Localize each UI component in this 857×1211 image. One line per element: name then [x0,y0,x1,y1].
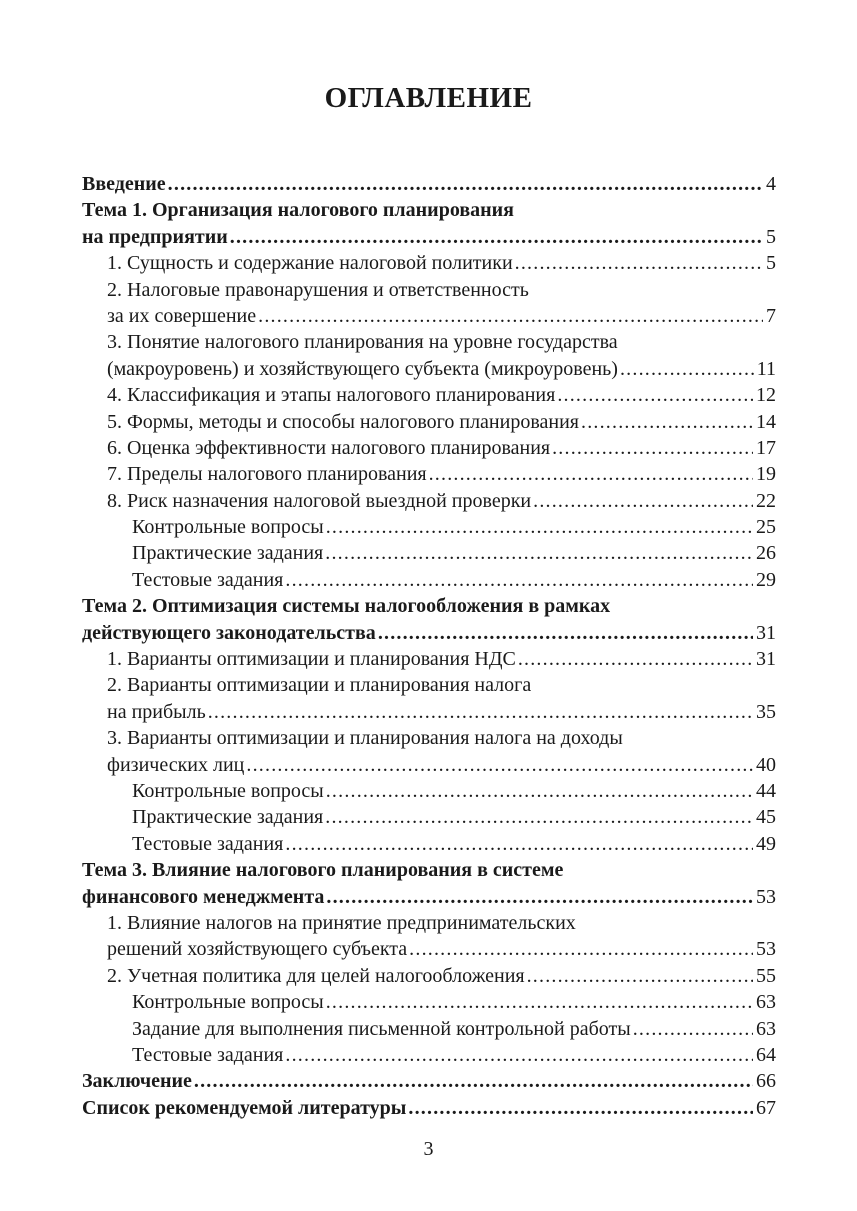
toc-entry-title: на предприятии [82,225,228,248]
dot-leader [408,1095,753,1121]
toc-entry[interactable] [82,409,776,435]
toc-page-number: 4 [766,173,776,195]
toc-page-number: 63 [756,1017,776,1040]
toc-entry-title: решений хозяйствующего субъекта [107,938,408,961]
toc-entry[interactable] [82,303,776,329]
toc-page-number: 11 [756,357,776,380]
toc-page-number: 67 [756,1096,776,1119]
dot-leader [620,356,754,382]
toc-entry[interactable] [82,752,776,778]
toc-entry[interactable] [82,540,776,566]
toc-entry-title: Введение [82,173,166,195]
toc-entry-continuation [82,197,776,223]
dot-leader [168,171,763,197]
toc-entry-title: 7. Пределы налогового планирования [107,463,427,486]
toc-page-number: 64 [756,1043,776,1066]
toc-entry-title: Практические задания [132,542,324,565]
toc-page-number: 25 [756,516,776,539]
dot-leader [378,620,753,646]
toc-entry-title: за их совершение [107,304,257,327]
toc-page-number: 44 [756,779,776,802]
dot-leader [258,303,763,329]
toc-entry-title: Тестовые задания [132,568,284,591]
toc-page-number: 19 [756,463,776,486]
toc-entry[interactable] [82,250,776,276]
table-of-contents [82,171,776,1121]
toc-entry-title: 2. Налоговые правонарушения и ответственность [107,278,529,301]
toc-entry-continuation [82,329,776,355]
toc-entry[interactable] [82,884,776,910]
dot-leader [326,514,753,540]
toc-entry-title: 4. Классификация и этапы налогового планирования [107,384,556,407]
dot-leader [285,1042,753,1068]
toc-entry-continuation [82,857,776,883]
toc-entry-title: финансового менеджмента [82,885,325,908]
toc-page-number: 31 [756,621,776,644]
dot-leader [557,382,753,408]
toc-page-number: 53 [756,885,776,908]
toc-entry[interactable] [82,831,776,857]
toc-entry[interactable] [82,936,776,962]
toc-page-number: 35 [756,700,776,723]
toc-page-number: 12 [756,384,776,407]
dot-leader [325,540,753,566]
toc-entry-title: 1. Варианты оптимизации и планирования НДС [107,648,516,671]
toc-page-number: 7 [766,304,776,327]
dot-leader [285,567,753,593]
toc-entry-title: 3. Понятие налогового планирования на уровне государства [107,331,618,354]
toc-page-number: 14 [756,410,776,433]
toc-entry-title: 6. Оценка эффективности налогового планирования [107,436,551,459]
toc-page-number: 31 [756,648,776,671]
toc-entry[interactable] [82,382,776,408]
toc-entry[interactable] [82,224,776,250]
toc-entry-continuation [82,672,776,698]
dot-leader [581,409,753,435]
toc-entry[interactable] [82,1016,776,1042]
dot-leader [325,804,753,830]
dot-leader [527,963,753,989]
toc-entry-title: 2. Учетная политика для целей налогообложения [107,964,525,987]
toc-entry-title: действующего законодательства [82,621,376,644]
toc-entry-title: физических лиц [107,753,245,776]
toc-entry[interactable] [82,778,776,804]
dot-leader [515,250,763,276]
toc-entry[interactable] [82,989,776,1015]
toc-entry-title: Тестовые задания [132,832,284,855]
dot-leader [518,646,753,672]
toc-entry-continuation [82,593,776,619]
toc-page-number: 66 [756,1070,776,1093]
toc-entry[interactable] [82,646,776,672]
toc-page-number: 5 [766,252,776,275]
toc-page-number: 5 [766,225,776,248]
dot-leader [409,936,753,962]
toc-entry[interactable] [82,356,776,382]
toc-entry[interactable] [82,1042,776,1068]
toc-entry[interactable] [82,620,776,646]
toc-page-number: 53 [756,938,776,961]
dot-leader [230,224,763,250]
toc-entry-title: Практические задания [132,806,324,829]
dot-leader [208,699,753,725]
toc-page-number: 26 [756,542,776,565]
toc-entry-title: на прибыль [107,700,206,723]
toc-page-number: 49 [756,832,776,855]
dot-leader [326,778,753,804]
toc-entry-title: Контрольные вопросы [132,779,324,802]
toc-entry-title: 5. Формы, методы и способы налогового планирования [107,410,579,433]
toc-entry-title: Контрольные вопросы [132,991,324,1014]
dot-leader [552,435,753,461]
dot-leader [429,461,753,487]
toc-entry[interactable] [82,514,776,540]
toc-page-number: 40 [756,753,776,776]
toc-entry[interactable] [82,804,776,830]
toc-entry[interactable] [82,567,776,593]
dot-leader [533,488,753,514]
toc-entry-continuation [82,910,776,936]
toc-entry[interactable] [82,488,776,514]
dot-leader [326,989,753,1015]
toc-entry-continuation [82,277,776,303]
toc-page-number: 22 [756,489,776,512]
toc-entry-title: Тема 1. Организация налогового планирования [82,199,514,222]
toc-entry-title: 1. Сущность и содержание налоговой политики [107,252,513,275]
toc-entry-title: (макроуровень) и хозяйствующего субъекта (микроуровень) [107,357,618,380]
toc-entry-title: Список рекомендуемой литературы [82,1096,407,1119]
toc-entry[interactable] [82,1068,776,1094]
toc-entry[interactable] [82,435,776,461]
toc-page-number: 63 [756,991,776,1014]
toc-entry-title: 3. Варианты оптимизации и планирования налога на доходы [107,727,623,750]
dot-leader [326,884,753,910]
toc-entry-title: 2. Варианты оптимизации и планирования налога [107,674,532,697]
toc-entry-title: Тема 3. Влияние налогового планирования в системе [82,859,564,882]
toc-entry-title: Заключение [82,1070,192,1093]
toc-entry-title: Задание для выполнения письменной контрольной работы [132,1017,631,1040]
toc-page-number: 45 [756,806,776,829]
toc-entry-title: 8. Риск назначения налоговой выездной проверки [107,489,532,512]
toc-entry-title: Тестовые задания [132,1043,284,1066]
toc-entry-title: 1. Влияние налогов на принятие предпринимательских [107,911,576,934]
page-number: 3 [423,1138,434,1160]
toc-entry-title: Тема 2. Оптимизация системы налогообложения в рамках [82,595,611,618]
toc-entry[interactable] [82,171,776,197]
toc-page-number: 55 [756,964,776,987]
toc-entry[interactable] [82,1095,776,1121]
dot-leader [633,1016,753,1042]
toc-page-number: 17 [756,436,776,459]
toc-entry[interactable] [82,963,776,989]
toc-page-number: 29 [756,568,776,591]
toc-entry[interactable] [82,699,776,725]
toc-entry[interactable] [82,461,776,487]
dot-leader [246,752,753,778]
toc-entry-continuation [82,725,776,751]
page-title: ОГЛАВЛЕНИЕ [324,82,533,114]
dot-leader [194,1068,753,1094]
toc-entry-title: Контрольные вопросы [132,516,324,539]
dot-leader [285,831,753,857]
